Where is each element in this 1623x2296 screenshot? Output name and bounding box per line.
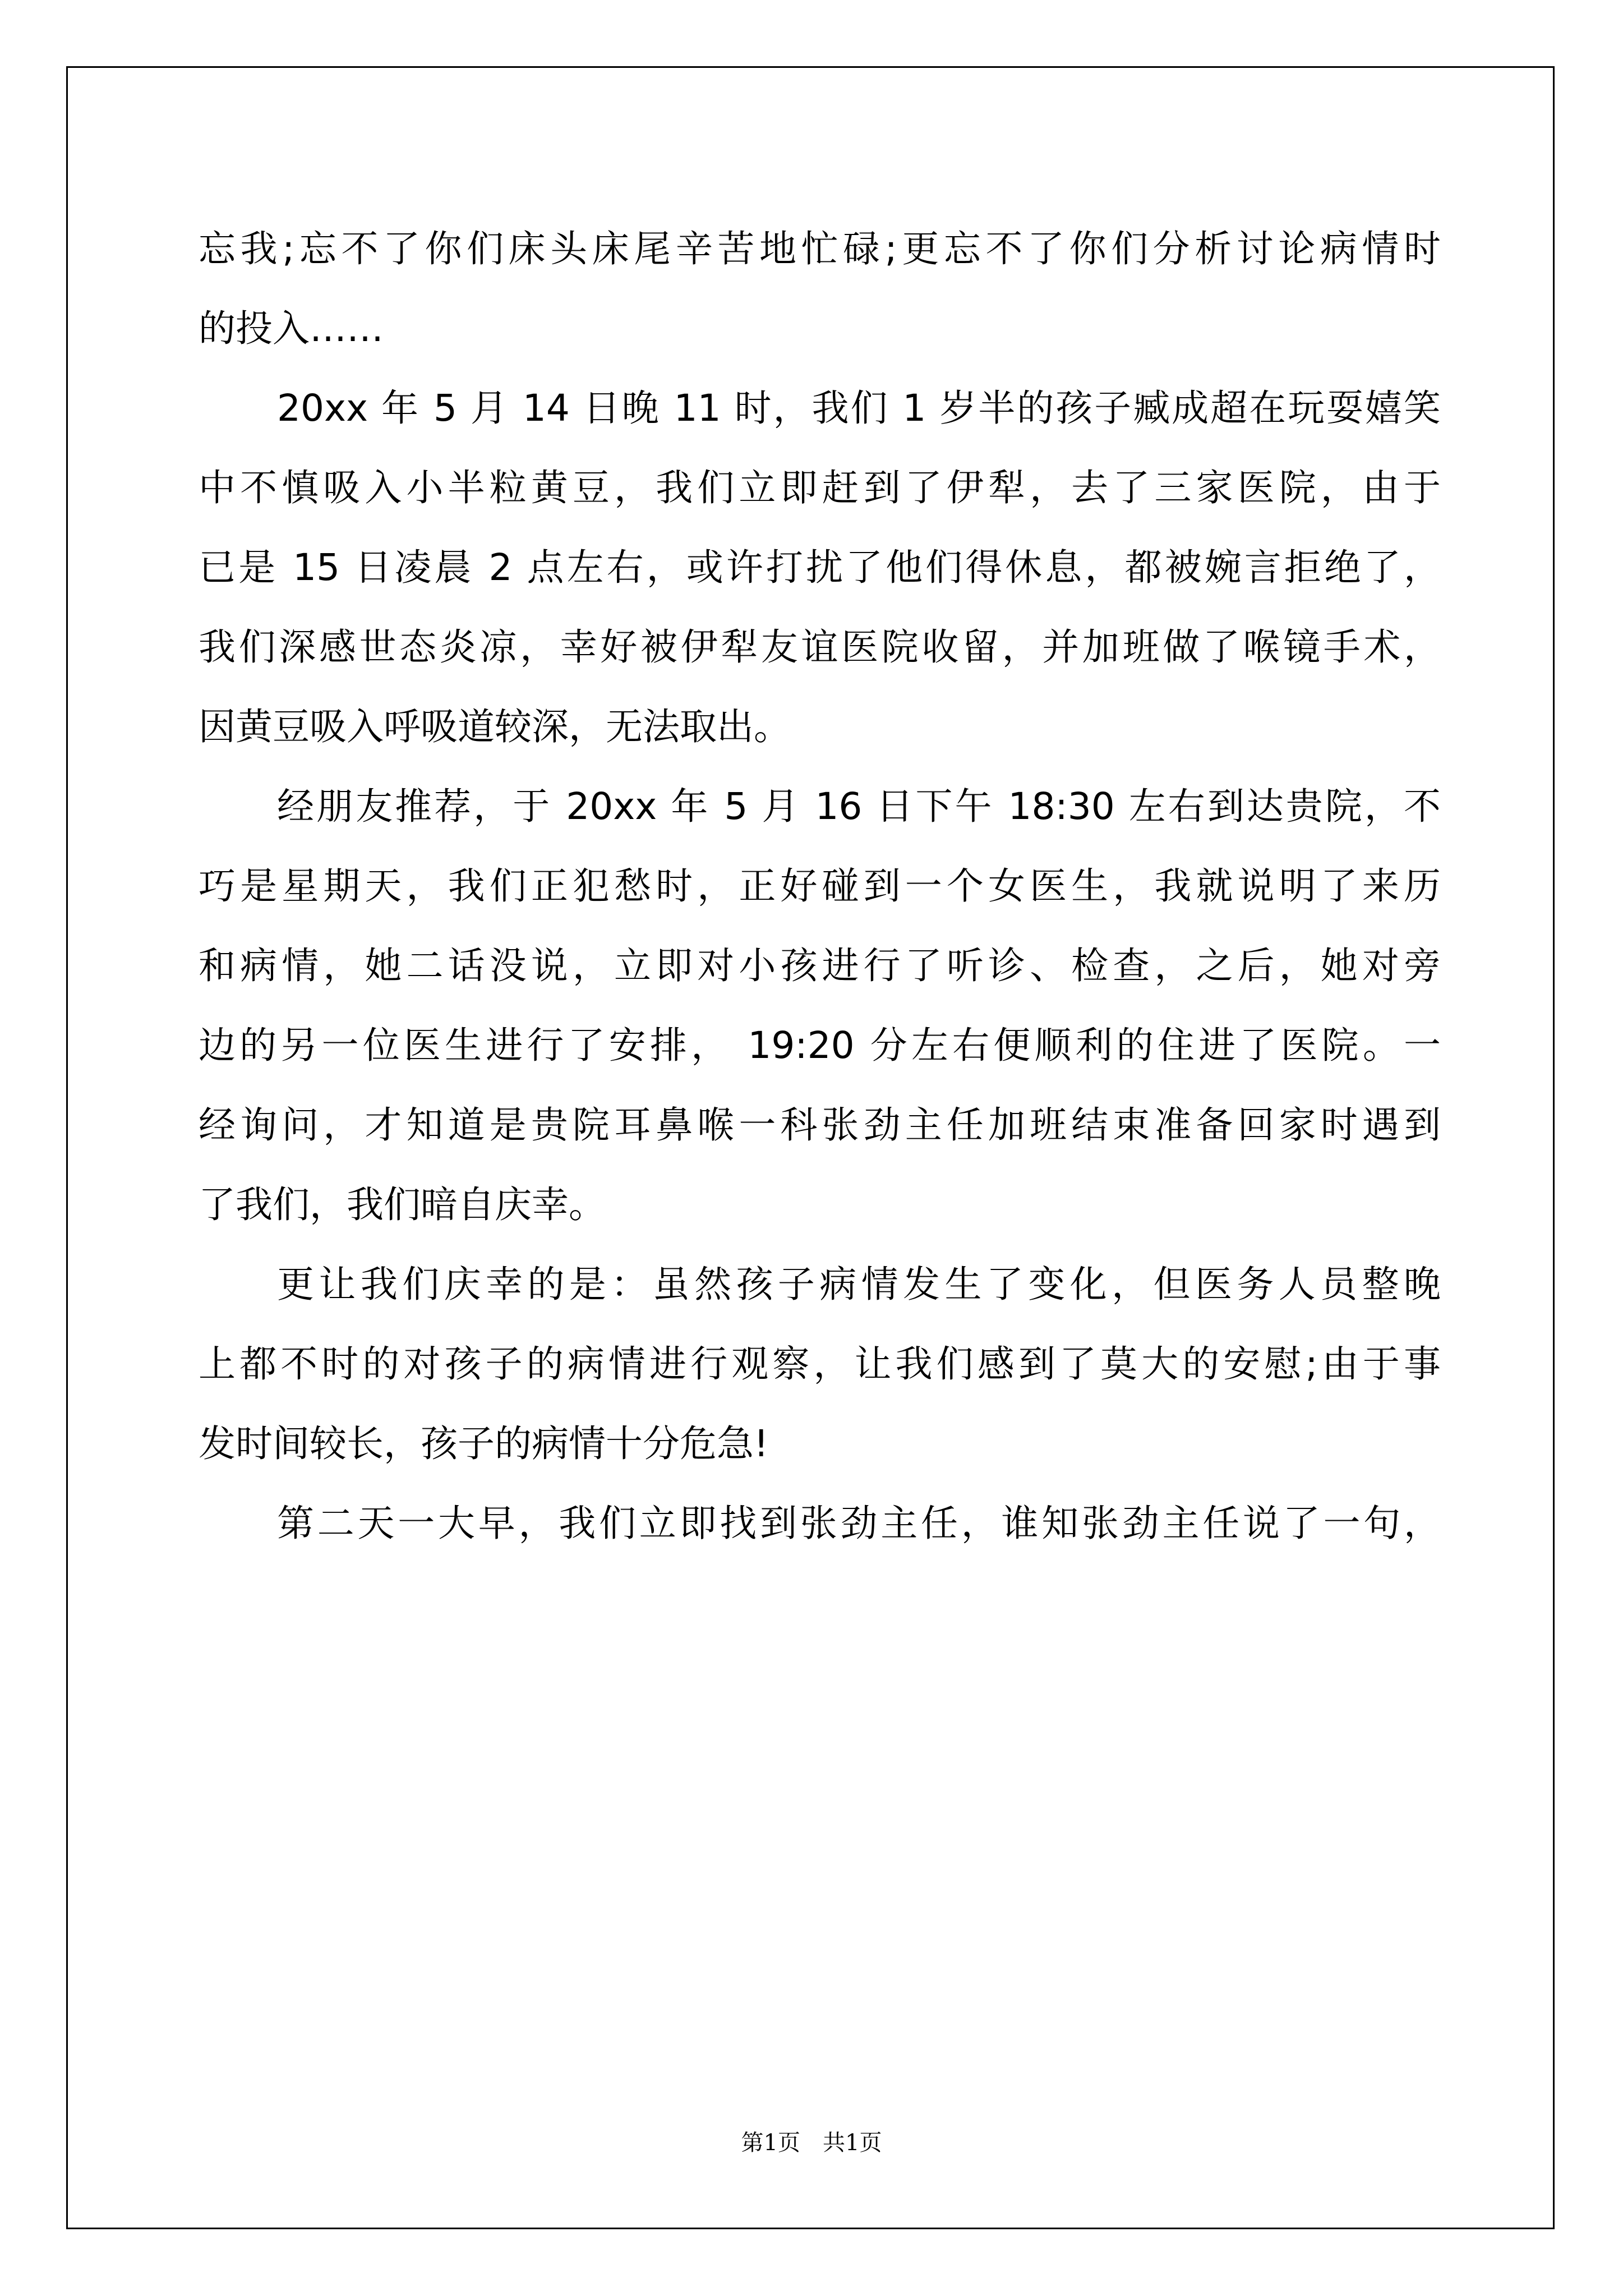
text-line: 因黄豆吸入呼吸道较深，无法取出。 [199,705,791,748]
text-line: 20xx 年 5 月 14 日晚 11 时，我们 1 岁半的孩子臧成超在玩耍嬉笑 [277,386,1441,430]
text-line: 的投入…… [199,307,384,350]
text-line: 边的另一位医生进行了安排， 19:20 分左右便顺利的住进了医院。一 [199,1024,1441,1067]
text-line: 第二天一大早，我们立即找到张劲主任，谁知张劲主任说了一句， [277,1502,1441,1545]
text-line: 更让我们庆幸的是：虽然孩子病情发生了变化，但医务人员整晚 [277,1263,1441,1306]
text-line: 经询问，才知道是贵院耳鼻喉一科张劲主任加班结束准备回家时遇到 [199,1103,1441,1147]
text-line: 已是 15 日凌晨 2 点左右，或许打扰了他们得休息，都被婉言拒绝了， [199,546,1441,589]
document-body [199,209,1441,1563]
text-line: 中不慎吸入小半粒黄豆，我们立即赶到了伊犁，去了三家医院，由于 [199,466,1441,509]
text-line: 经朋友推荐，于 20xx 年 5 月 16 日下午 18:30 左右到达贵院，不 [277,785,1441,828]
text-line: 上都不时的对孩子的病情进行观察，让我们感到了莫大的安慰;由于事 [199,1342,1441,1386]
page-total: 共1页 [823,2130,882,2156]
text-line: 发时间较长，孩子的病情十分危急! [199,1422,769,1465]
text-line: 巧是星期天，我们正犯愁时，正好碰到一个女医生，我就说明了来历 [199,864,1441,908]
text-line: 忘我;忘不了你们床头床尾辛苦地忙碌;更忘不了你们分析讨论病情时 [199,227,1441,270]
page-footer [0,2129,1623,2156]
page-number: 第1页 [741,2130,800,2156]
text-line: 了我们，我们暗自庆幸。 [199,1183,606,1226]
text-line: 我们深感世态炎凉，幸好被伊犁友谊医院收留，并加班做了喉镜手术， [199,625,1441,669]
text-line: 和病情，她二话没说，立即对小孩进行了听诊、检查，之后，她对旁 [199,944,1441,987]
